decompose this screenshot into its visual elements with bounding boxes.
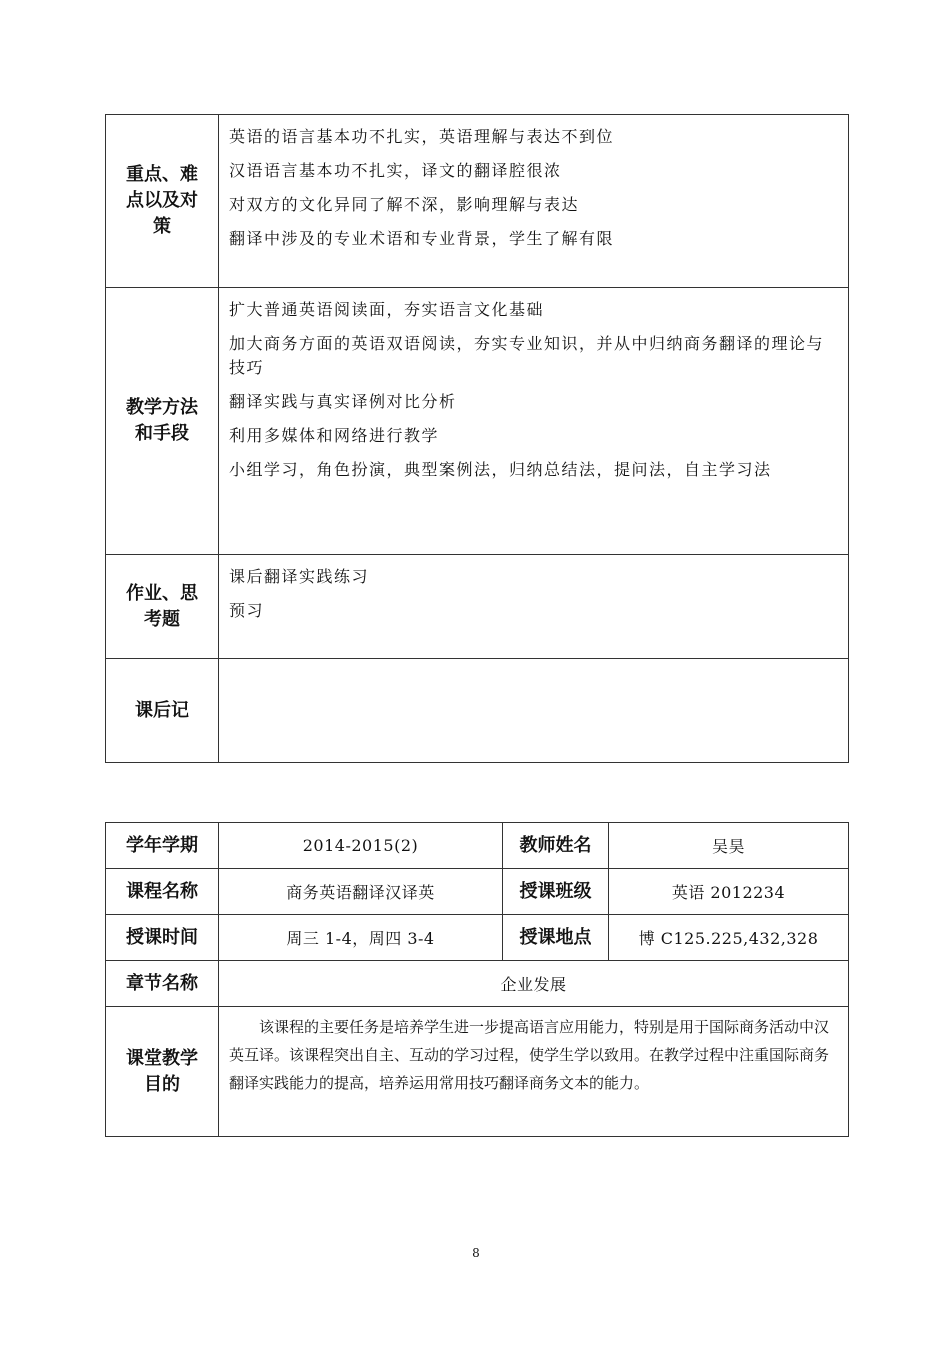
chapter-label: 章节名称 — [106, 961, 219, 1007]
list-item: 课后翻译实践练习 — [229, 567, 370, 586]
page-number: 8 — [472, 1246, 480, 1260]
list-item: 扩大普通英语阅读面，夯实语言文化基础 — [229, 300, 545, 319]
goal-label: 课堂教学目的 — [106, 1007, 219, 1137]
lesson-plan-table-top — [105, 114, 849, 763]
table-row — [106, 288, 849, 555]
class-value: 英语 2012234 — [609, 869, 849, 915]
row-label: 课后记 — [106, 659, 219, 763]
row-content — [219, 288, 849, 555]
teacher-value: 吴昊 — [609, 823, 849, 869]
chapter-value: 企业发展 — [219, 961, 849, 1007]
list-item: 加大商务方面的英语双语阅读，夯实专业知识，并从中归纳商务翻译的理论与技巧 — [229, 334, 825, 377]
table-row — [106, 115, 849, 288]
row-content — [219, 555, 849, 659]
table-row — [106, 823, 849, 869]
time-value: 周三 1-4，周四 3-4 — [219, 915, 503, 961]
table-row — [106, 555, 849, 659]
table-row — [106, 961, 849, 1007]
list-item: 小组学习，角色扮演，典型案例法，归纳总结法，提问法，自主学习法 — [229, 460, 772, 479]
list-item: 英语的语言基本功不扎实，英语理解与表达不到位 — [229, 127, 615, 146]
list-item: 预习 — [229, 601, 265, 620]
list-item: 翻译实践与真实译例对比分析 — [229, 392, 457, 411]
teacher-label: 教师姓名 — [503, 823, 609, 869]
list-item: 汉语语言基本功不扎实，译文的翻译腔很浓 — [229, 161, 562, 180]
place-label: 授课地点 — [503, 915, 609, 961]
row-label: 重点、难点以及对策 — [106, 115, 219, 288]
list-item: 翻译中涉及的专业术语和专业背景，学生了解有限 — [229, 229, 615, 248]
time-label: 授课时间 — [106, 915, 219, 961]
table-row — [106, 659, 849, 763]
row-content — [219, 115, 849, 288]
course-label: 课程名称 — [106, 869, 219, 915]
semester-label: 学年学期 — [106, 823, 219, 869]
row-label: 作业、思考题 — [106, 555, 219, 659]
list-item: 对双方的文化异同了解不深，影响理解与表达 — [229, 195, 580, 214]
list-item: 利用多媒体和网络进行教学 — [229, 426, 440, 445]
place-value: 博 C125.225,432,328 — [609, 915, 849, 961]
course-value: 商务英语翻译汉译英 — [219, 869, 503, 915]
goal-value: 该课程的主要任务是培养学生进一步提高语言应用能力，特别是用于国际商务活动中汉英互译。该课程突出自主、互动的学习过程，使学生学以致用。在教学过程中注重国际商务翻译实践能力的提高，培养运用常用技巧翻译商务文本的能力。 — [219, 1007, 849, 1137]
row-label: 教学方法和手段 — [106, 288, 219, 555]
row-content-empty — [219, 659, 849, 763]
table-row — [106, 915, 849, 961]
table-row — [106, 869, 849, 915]
table-row — [106, 1007, 849, 1137]
class-label: 授课班级 — [503, 869, 609, 915]
semester-value: 2014-2015(2) — [219, 823, 503, 869]
course-info-table — [105, 822, 849, 1137]
